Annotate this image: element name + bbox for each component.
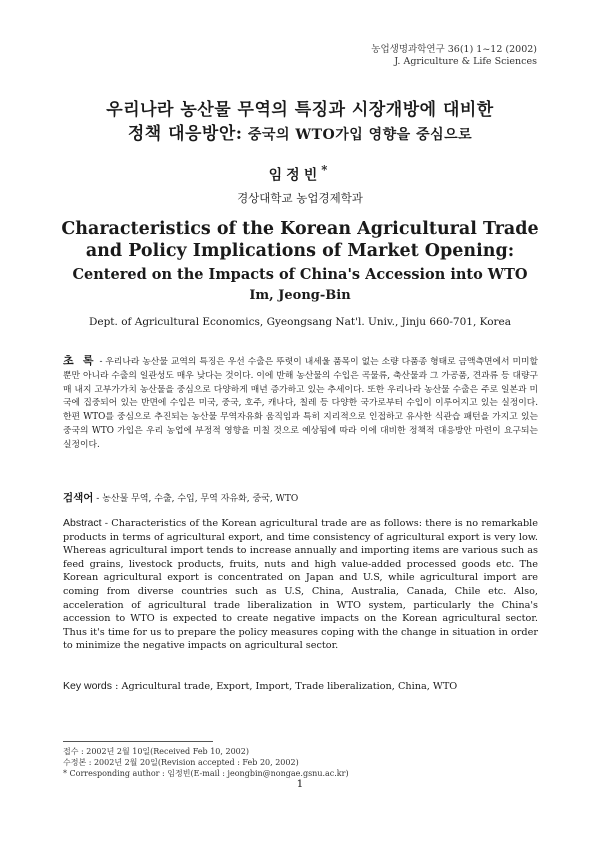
journal-issue: 농업생명과학연구 36(1) 1~12 (2002) [371,44,537,55]
footnote-divider [63,741,213,742]
korean-author [0,163,600,185]
english-keywords-text: : Agricultural trade, Export, Import, Trade liberalization, China, WTO [112,681,458,692]
korean-title-sub-rest: 중국의 WTO가입 영향을 중심으로 [242,127,473,143]
korean-title [60,98,540,147]
korean-author-name: 임정빈 [268,167,322,184]
korean-keywords-text: - 농산물 무역, 수출, 수입, 무역 자유화, 중국, WTO [93,494,299,504]
korean-abstract [63,355,538,453]
english-title [55,218,545,286]
footnotes [63,746,349,779]
corresponding-mark: * [321,163,332,177]
english-keywords-label: Key words [63,680,113,692]
korean-abstract-text: - 우리나라 농산물 교역의 특징은 우선 수출은 뚜렷이 내세울 품목이 없는 소량 다품종 형태로 금액측면에서 미미할 뿐만 아니라 수출의 일관성도 매우 낮다는 것이다. 이에 반해 농산물의 수입은 곡물류, 축산물과 그 가공품, 견과류 등 대량구매 내지 고부가가치 농산물을 중심으로 다양하게 매년 증가하고 있는 추세이다. 또한 우리나라 농산물 수출은 주로 일본과 미국에 집중되어 있는 반면에 수입은 미국, 중국, 호주, 캐나다, 칠레 등 다양한 국가로부터 수입이 이루어지고 있는 실정이다. 한편 WTO를 중심으로 추진되는 농산물 무역자유화 움직임과 특히 지리적으로 인접하고 유사한 식관습 패턴을 가지고 있는 중국의 WTO 가입은 우리 농업에 부정적 영향을 미칠 것으로 예상됨에 따라 이에 대비한 정책적 대응방안 마련이 요구되는 실정이다. [63,357,538,450]
english-abstract [63,517,538,653]
korean-title-sub-lead: 정책 대응방안: [127,124,243,144]
english-title-main: Characteristics of the Korean Agricultural Trade and Policy Implications of Market Opening: [61,219,539,261]
english-abstract-label: Abstract [63,517,102,529]
footnote-revision: 수정본 : 2002년 2월 20일(Revision accepted : Feb 20, 2002) [63,758,299,767]
korean-title-main: 우리나라 농산물 무역의 특징과 시장개방에 대비한 [106,100,494,120]
journal-header [371,44,537,68]
footnote-corresponding: * Corresponding author : 임정빈(E-mail : jeongbin@nongae.gsnu.ac.kr) [63,769,349,778]
korean-keywords [63,490,538,505]
korean-affiliation: 경상대학교 농업경제학과 [237,191,363,205]
english-title-sub: Centered on the Impacts of China's Accession into WTO [72,266,528,283]
korean-keywords-label: 검색어 [63,492,94,504]
footnote-received: 접수 : 2002년 2월 10일(Received Feb 10, 2002) [63,747,249,756]
english-affiliation: Dept. of Agricultural Economics, Gyeongsang Nat'l. Univ., Jinju 660-701, Korea [88,316,512,328]
korean-title-sub [60,122,540,147]
english-abstract-text: - Characteristics of the Korean agricultural trade are as follows: there is no remarkable products in terms of agricultural export, and time consistency of agricultural export is very low. Whereas agricultural import tends to increase annually and importing items are various such as feed grains, livestock products, fruits, nuts and high value-added processed goods etc. The Korean agricultural export is concentrated on Japan and U.S, while agricultural import are coming from diverse countries such as U.S, China, Australia, Canada, Chile etc. Also, acceleration of agricultural trade liberalization in WTO system, particularly the China's accession to WTO is expected to create negative impacts on the Korean agricultural sector. Thus it's time for us to prepare the policy measures coping with the change in situation in order to minimize the negative impacts on agricultural sector. [63,518,538,652]
page-number: 1 [296,778,304,790]
english-author: Im, Jeong-Bin [249,288,351,303]
korean-abstract-label: 초 록 [63,355,97,367]
journal-name: J. Agriculture & Life Sciences [394,56,537,67]
english-keywords [63,680,538,692]
